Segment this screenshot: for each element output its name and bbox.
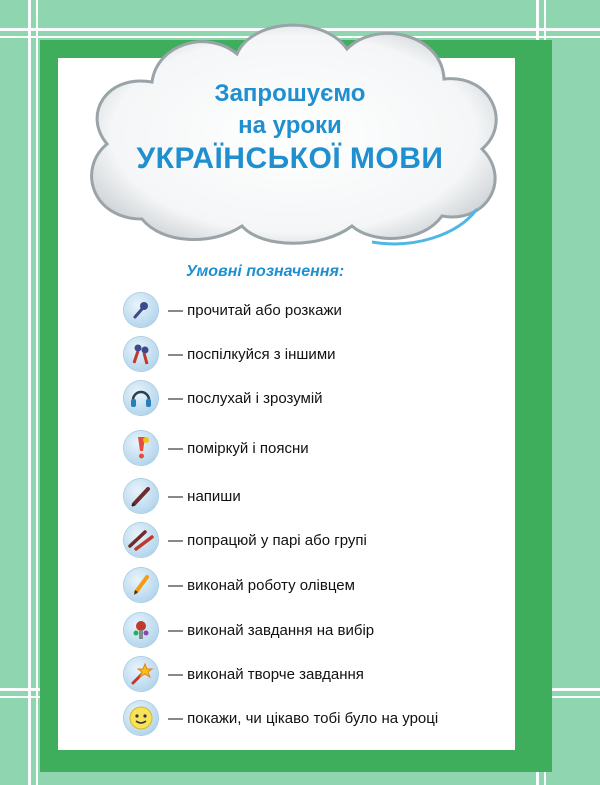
legend-item [124, 430, 309, 466]
magic-wand-icon [124, 657, 158, 691]
legend-item [124, 567, 355, 603]
choice-icon [124, 613, 158, 647]
legend-item-label: — попрацюй у парі або групі [168, 531, 367, 549]
legend-item-label: — поміркуй і поясни [168, 439, 309, 457]
smiley-icon [124, 701, 158, 735]
two-microphones-icon [124, 337, 158, 371]
background-line [28, 0, 31, 785]
legend-title: Умовні позначення: [186, 263, 345, 280]
legend-item-label: — прочитай або розкажи [168, 301, 342, 319]
legend-item-label: — виконай роботу олівцем [168, 576, 355, 594]
legend-item [124, 336, 336, 372]
legend-item [124, 478, 241, 514]
two-pens-icon [124, 523, 158, 557]
headphones-icon [124, 381, 158, 415]
legend-item [124, 522, 367, 558]
pencil-icon [124, 568, 158, 602]
legend-item [124, 700, 438, 736]
header-line-2: на уроки [238, 112, 342, 139]
legend-item [124, 380, 323, 416]
legend-item [124, 612, 374, 648]
legend-item-label: — напиши [168, 487, 241, 505]
header-line-1: Запрошуємо [214, 80, 366, 107]
legend-item-label: — покажи, чи цікаво тобі було на уроці [168, 709, 439, 727]
pen-icon [124, 479, 158, 513]
exclamation-icon [124, 431, 158, 465]
legend-item-label: — послухай і зрозумій [168, 389, 323, 407]
legend-item-label: — поспілкуйся з іншими [168, 345, 336, 363]
microphone-icon [124, 293, 158, 327]
legend-item [124, 656, 364, 692]
background-line [36, 0, 38, 785]
legend-item-label: — виконай завдання на вибір [168, 621, 375, 639]
legend-item-label: — виконай творче завдання [168, 665, 364, 683]
legend-item [124, 292, 342, 328]
header-line-3: УКРАЇНСЬКОЇ МОВИ [136, 142, 444, 175]
